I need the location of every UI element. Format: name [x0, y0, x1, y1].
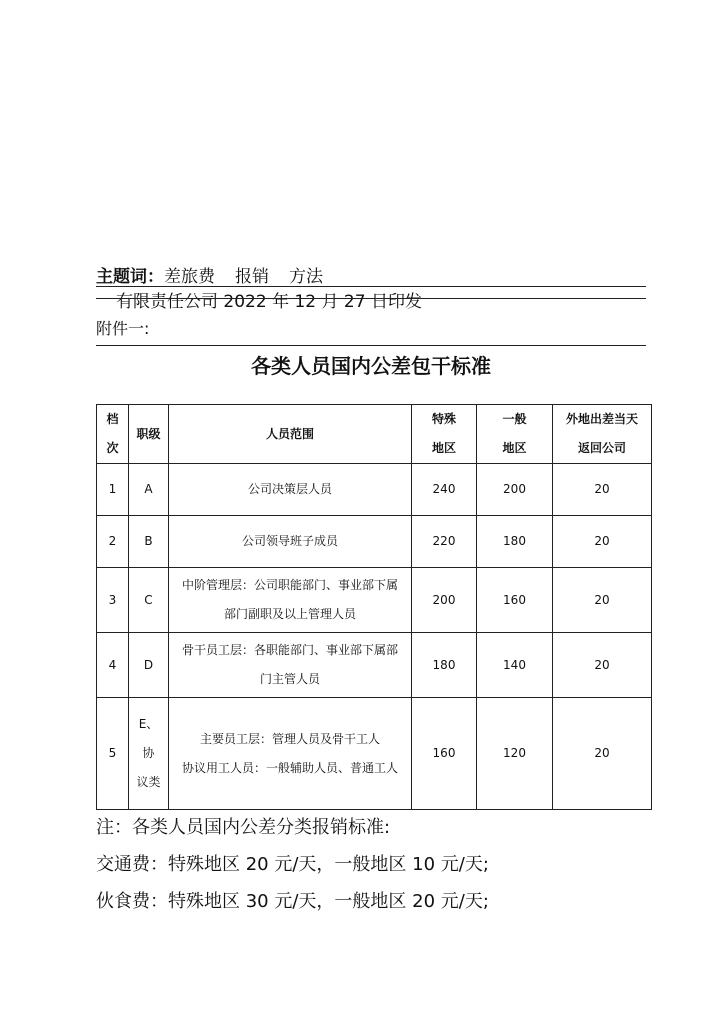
cell-grade: A — [129, 464, 169, 516]
header-general: 一般 地区 — [477, 405, 553, 464]
keyword-item: 方法 — [289, 267, 323, 287]
cell-sameday: 20 — [553, 568, 652, 633]
cell-scope: 骨干员工层：各职能部门、事业部下属部 门主管人员 — [169, 633, 412, 698]
cell-scope: 主要员工层：管理人员及骨干工人 协议用工人员：一般辅助人员、普通工人 — [169, 698, 412, 810]
page-title: 各类人员国内公差包干标准 — [251, 354, 491, 378]
cell-sameday: 20 — [553, 464, 652, 516]
cell-tier: 5 — [97, 698, 129, 810]
cell-tier: 2 — [97, 516, 129, 568]
cell-scope: 公司决策层人员 — [169, 464, 412, 516]
cell-special: 160 — [412, 698, 477, 810]
cell-general: 120 — [477, 698, 553, 810]
cell-tier: 3 — [97, 568, 129, 633]
header-tier: 档 次 — [97, 405, 129, 464]
cell-general: 200 — [477, 464, 553, 516]
cell-general: 180 — [477, 516, 553, 568]
keywords-line — [96, 262, 343, 287]
cell-special: 200 — [412, 568, 477, 633]
attachment-divider — [96, 345, 646, 346]
keyword-item: 报销 — [235, 267, 269, 287]
keywords-label: 主题词： — [96, 267, 164, 287]
table-header-row — [97, 405, 652, 464]
header-sameday: 外地出差当天 返回公司 — [553, 405, 652, 464]
header-special: 特殊 地区 — [412, 405, 477, 464]
notes-heading: 注：各类人员国内公差分类报销标准: — [96, 817, 391, 838]
table-row — [97, 464, 652, 516]
cell-general: 160 — [477, 568, 553, 633]
keyword-item: 差旅费 — [164, 267, 215, 287]
cell-grade: C — [129, 568, 169, 633]
cell-general: 140 — [477, 633, 553, 698]
cell-scope: 公司领导班子成员 — [169, 516, 412, 568]
cell-tier: 4 — [97, 633, 129, 698]
cell-grade: E、协 议类 — [129, 698, 169, 810]
cell-special: 180 — [412, 633, 477, 698]
strikethrough-rule — [96, 298, 646, 299]
table-row — [97, 516, 652, 568]
cell-special: 220 — [412, 516, 477, 568]
header-scope: 人员范围 — [169, 405, 412, 464]
cell-grade: B — [129, 516, 169, 568]
notes-transport: 交通费：特殊地区 20 元/天，一般地区 10 元/天; — [96, 854, 489, 875]
cell-grade: D — [129, 633, 169, 698]
cell-sameday: 20 — [553, 633, 652, 698]
attachment-label: 附件一: — [96, 319, 150, 338]
table-row — [97, 633, 652, 698]
cell-tier: 1 — [97, 464, 129, 516]
cell-scope: 中阶管理层：公司职能部门、事业部下属 部门副职及以上管理人员 — [169, 568, 412, 633]
cell-sameday: 20 — [553, 698, 652, 810]
notes-meals: 伙食费：特殊地区 30 元/天，一般地区 20 元/天; — [96, 891, 489, 912]
table-row — [97, 698, 652, 810]
header-grade: 职级 — [129, 405, 169, 464]
standards-table — [96, 404, 652, 810]
cell-sameday: 20 — [553, 516, 652, 568]
table-row — [97, 568, 652, 633]
cell-special: 240 — [412, 464, 477, 516]
issue-line: 有限责任公司 2022 年 12 月 27 日印发 — [116, 292, 422, 312]
